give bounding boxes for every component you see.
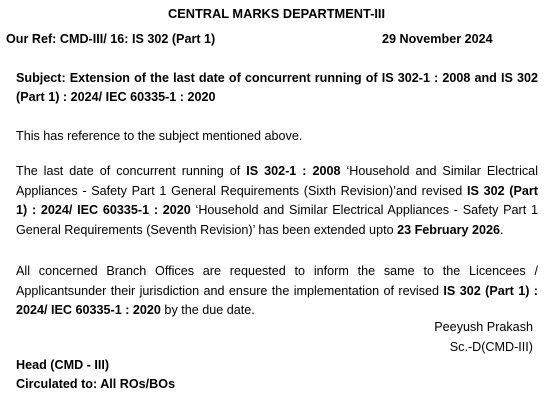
old-standard-ref: IS 302-1 : 2008 xyxy=(246,164,341,178)
text-run: . xyxy=(500,222,504,237)
head-line: Head (CMD - III) xyxy=(16,358,110,372)
department-heading: CENTRAL MARKS DEPARTMENT-III xyxy=(167,6,386,21)
circulation-line: Circulated to: All ROs/BOs xyxy=(16,377,176,391)
new-standard-ref: IS 302 (Part 1) : 2024/ IEC 60335-1 : 2020 xyxy=(16,283,539,318)
reference-number: Our Ref: CMD-III/ 16: IS 302 (Part 1) xyxy=(6,32,216,46)
new-standard-ref: IS 302 (Part 1) : 2024/ IEC 60335-1 : 2020 xyxy=(16,183,539,218)
signatory-name: Peeyush Prakash xyxy=(434,320,533,334)
signatory-designation: Sc.-D(CMD-III) xyxy=(449,340,533,354)
reference-paragraph: This has reference to the subject mentioned above. xyxy=(16,129,303,143)
text-run: All concerned Branch Offices are requested to inform the same to the Licencees / Applicantsunder their jurisdiction and ensure the implementation of revised xyxy=(16,264,538,298)
extension-paragraph xyxy=(16,162,538,240)
document-date: 29 November 2024 xyxy=(382,32,493,46)
text-run: The last date of concurrent running of xyxy=(16,164,247,178)
subject-line: Subject: Extension of the last date of concurrent running of IS 302-1 : 2008 and IS 302 (Part 1) : 2024/ IEC 60335-1 : 2020 xyxy=(16,71,538,104)
extended-date: 23 February 2026 xyxy=(397,222,500,237)
text-run: ‘Household and Similar Electrical Appliances - Safety Part 1 General Requirements (Sixth Revision)’and revised xyxy=(16,164,538,198)
text-run: by the due date. xyxy=(160,303,255,318)
text-run: ‘Household and Similar Electrical Appliances - Safety Part 1 General Requirements (Seventh Revision)’ has been extended upto xyxy=(16,203,538,237)
instruction-paragraph xyxy=(16,262,538,321)
